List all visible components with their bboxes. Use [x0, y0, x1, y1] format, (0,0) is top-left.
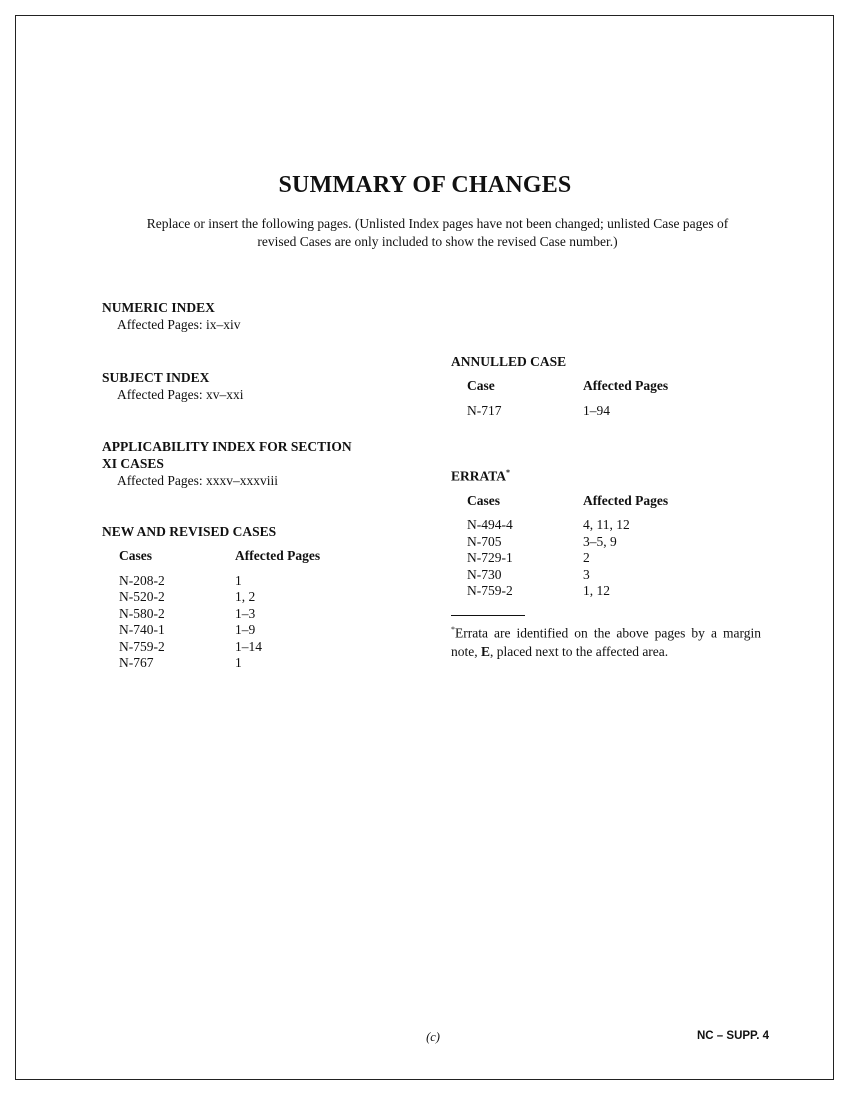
- case-number: N-759-2: [119, 638, 165, 654]
- subject-index-pages: Affected Pages: xv–xxi: [117, 387, 244, 402]
- table-row: [467, 403, 668, 420]
- case-number: N-580-2: [119, 605, 165, 621]
- table-row: [119, 573, 320, 590]
- page-label: (c): [426, 1030, 440, 1044]
- table-header: [467, 378, 668, 395]
- subject-index-heading: SUBJECT INDEX: [102, 370, 210, 385]
- new-revised-heading: NEW AND REVISED CASES: [102, 524, 277, 539]
- errata-heading-text: ERRATA: [451, 468, 507, 484]
- footnote-bold-e: E: [481, 643, 491, 659]
- table-row: [467, 567, 668, 584]
- case-number: N-520-2: [119, 589, 165, 604]
- table-row: [467, 550, 668, 567]
- affected-pages: 1–94: [583, 402, 610, 418]
- errata-section: [451, 464, 668, 600]
- annulled-heading: ANNULLED CASE: [451, 354, 567, 369]
- new-revised-section: [102, 523, 320, 672]
- table-header: [467, 493, 668, 510]
- col-header-cases: Cases: [119, 548, 152, 563]
- col-header-cases: Cases: [467, 492, 500, 508]
- affected-pages: 1, 2: [235, 589, 256, 604]
- affected-pages: 3–5, 9: [583, 533, 617, 549]
- errata-heading: [451, 464, 668, 485]
- applicability-index-heading-line1: APPLICABILITY INDEX FOR SECTION: [102, 439, 352, 454]
- table-row: [119, 622, 320, 639]
- footnote-text-after: , placed next to the affected area.: [490, 643, 669, 659]
- case-number: N-208-2: [119, 572, 165, 588]
- table-row: [467, 534, 668, 551]
- col-header-affected-pages: Affected Pages: [235, 548, 321, 563]
- table-header: [119, 548, 320, 565]
- case-number: N-730: [467, 566, 502, 582]
- col-header-affected-pages: Affected Pages: [583, 492, 669, 508]
- affected-pages: 1–3: [235, 605, 256, 621]
- table-row: [467, 583, 668, 600]
- errata-footnote: [451, 621, 761, 661]
- case-number: N-759-2: [467, 583, 513, 598]
- errata-table: [467, 493, 668, 600]
- numeric-index-heading: NUMERIC INDEX: [102, 300, 215, 315]
- table-row: [119, 639, 320, 656]
- table-row: [119, 606, 320, 623]
- affected-pages: 1: [235, 572, 242, 588]
- case-number: N-705: [467, 533, 502, 549]
- case-number: N-717: [467, 402, 502, 418]
- new-revised-table: [119, 548, 320, 672]
- intro-text: Replace or insert the following pages. (Unlisted Index pages have not been changed; unlisted Case pages of revised Cases are only included to show the revised Case number.): [146, 216, 729, 249]
- applicability-index-heading-line2: XI CASES: [102, 456, 164, 471]
- table-row: [467, 517, 668, 534]
- subject-index-section: [102, 369, 243, 404]
- annulled-table: [467, 378, 668, 419]
- numeric-index-section: [102, 299, 240, 334]
- errata-footnote-mark: *: [506, 468, 511, 477]
- applicability-index-section: [102, 438, 352, 490]
- numeric-index-pages: Affected Pages: ix–xiv: [117, 317, 241, 332]
- affected-pages: 1–9: [235, 622, 256, 637]
- case-number: N-767: [119, 655, 154, 670]
- footnote-divider: [451, 615, 525, 616]
- affected-pages: 2: [583, 550, 590, 565]
- col-header-affected-pages: Affected Pages: [583, 378, 669, 393]
- case-number: N-740-1: [119, 622, 165, 637]
- document-id: NC – SUPP. 4: [697, 1030, 770, 1042]
- table-row: [119, 655, 320, 672]
- table-row: [119, 589, 320, 606]
- applicability-index-pages: Affected Pages: xxxv–xxxviii: [117, 473, 278, 488]
- footnote-mark: *: [451, 625, 455, 634]
- page-title: SUMMARY OF CHANGES: [278, 172, 572, 198]
- case-number: N-729-1: [467, 550, 513, 565]
- col-header-case: Case: [467, 378, 495, 393]
- case-number: N-494-4: [467, 517, 513, 532]
- affected-pages: 3: [583, 566, 590, 582]
- annulled-section: [451, 353, 668, 419]
- affected-pages: 1, 12: [583, 583, 610, 598]
- affected-pages: 1–14: [235, 638, 262, 654]
- affected-pages: 1: [235, 655, 242, 670]
- footnote-text-before: Errata are identified on the above pages by a margin note,: [451, 625, 761, 659]
- affected-pages: 4, 11, 12: [583, 517, 630, 532]
